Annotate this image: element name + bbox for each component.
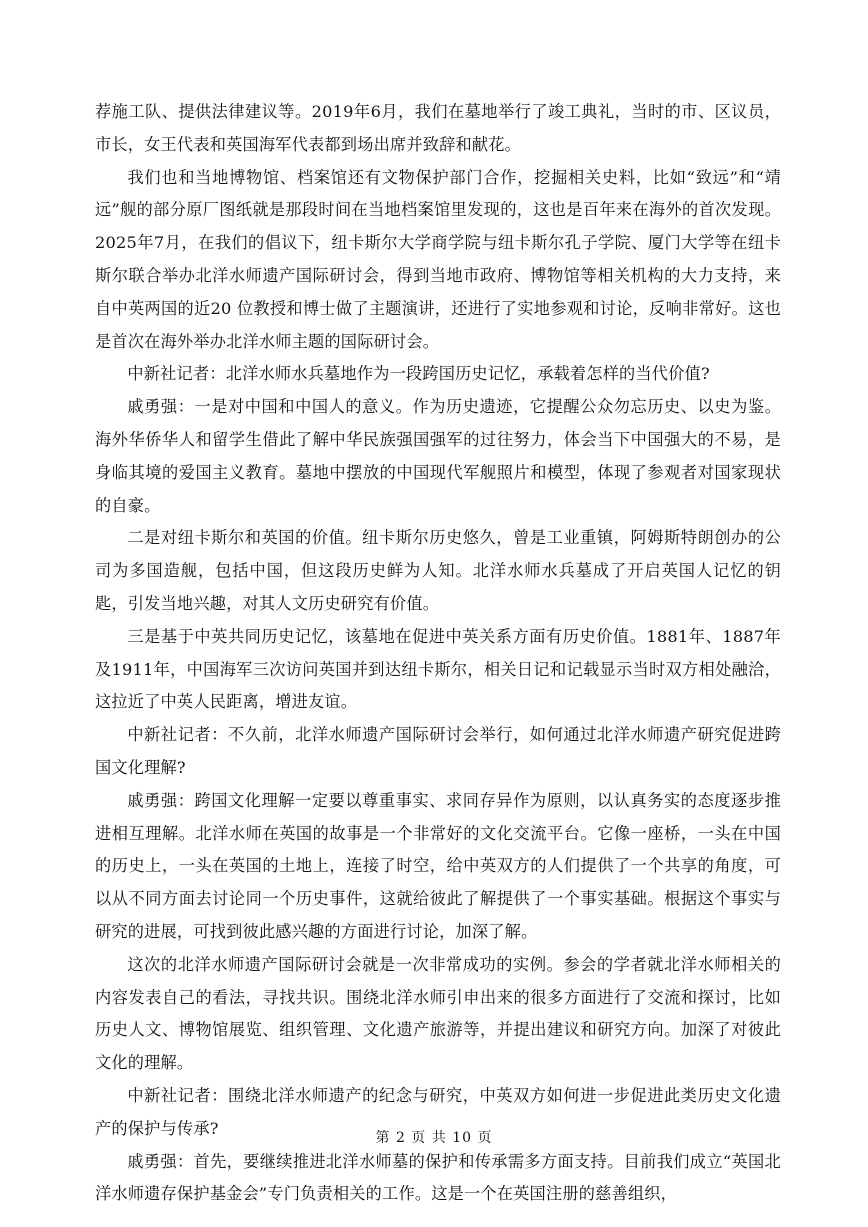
answer-3-part-1: 戚勇强：首先，要继续推进北洋水师墓的保护和传承需多方面支持。目前我们成立“英国北洋水师遗存保护基金会”专门负责相关的工作。这是一个在英国注册的慈善组织， — [95, 1151, 781, 1204]
answer-1-part-3: 三是基于中英共同历史记忆，该墓地在促进中英关系方面有历史价值。1881年、1887年及1911年，中国海军三次访问英国并到达纽卡斯尔，相关日记和记载显示当时双方相处融洽，这拉近了中英人民距离，增进友谊。 — [95, 626, 781, 712]
answer-1-part-2: 二是对纽卡斯尔和英国的价值。纽卡斯尔历史悠久，曾是工业重镇，阿姆斯特朗创办的公司为多国造舰，包括中国，但这段历史鲜为人知。北洋水师水兵墓成了开启英国人记忆的钥匙，引发当地兴趣，对其人文历史研究有价值。 — [95, 528, 781, 613]
question-2: 中新社记者：不久前，北洋水师遗产国际研讨会举行，如何通过北洋水师遗产研究促进跨国文化理解? — [95, 725, 781, 777]
paragraph-1: 荐施工队、提供法律建议等。2019年6月，我们在墓地举行了竣工典礼，当时的市、区议员，市长，女王代表和英国海军代表都到场出席并致辞和献花。 — [95, 102, 781, 154]
paragraph-2: 我们也和当地博物馆、档案馆还有文物保护部门合作，挖掘相关史料，比如“致远”和“靖远”舰的部分原厂图纸就是那段时间在当地档案馆里发现的，这也是百年来在海外的首次发现。2025年7月，在我们的倡议下，纽卡斯尔大学商学院与纽卡斯尔孔子学院、厦门大学等在纽卡斯尔联合举办北洋水师遗产国际研讨会，得到当地市政府、博物馆等相关机构的大力支持，来自中英两国的近20 位教授和博士做了主题演讲，还进行了实地参观和讨论，反响非常好。这也是首次在海外举办北洋水师主题的国际研讨会。 — [95, 167, 781, 351]
question-3: 中新社记者：围绕北洋水师遗产的纪念与研究，中英双方如何进一步促进此类历史文化遗产的保护与传承? — [95, 1085, 781, 1138]
page-number-footer: 第 2 页 共 10 页 — [375, 1130, 493, 1146]
document-body — [95, 96, 781, 1211]
answer-2-part-1: 戚勇强：跨国文化理解一定要以尊重事实、求同存异作为原则，以认真务实的态度逐步推进相互理解。北洋水师在英国的故事是一个非常好的文化交流平台。它像一座桥，一头在中国的历史上，一头在英国的土地上，连接了时空，给中英双方的人们提供了一个共享的角度，可以从不同方面去讨论同一个历史事件，这就给彼此了解提供了一个事实基础。根据这个事实与研究的进展，可找到彼此感兴趣的方面进行讨论，加深了解。 — [95, 790, 781, 941]
answer-2-part-2: 这次的北洋水师遗产国际研讨会就是一次非常成功的实例。参会的学者就北洋水师相关的内容发表自己的看法，寻找共识。围绕北洋水师引申出来的很多方面进行了交流和探讨，比如历史人文、博物馆展览、组织管理、文化遗产旅游等，并提出建议和研究方向。加深了对彼此文化的理解。 — [95, 954, 781, 1073]
question-1: 中新社记者：北洋水师水兵墓地作为一段跨国历史记忆，承载着怎样的当代价值? — [127, 364, 710, 384]
answer-1-part-1: 戚勇强：一是对中国和中国人的意义。作为历史遗迹，它提醒公众勿忘历史、以史为鉴。海外华侨华人和留学生借此了解中华民族强国强军的过往努力，体会当下中国强大的不易，是身临其境的爱国主义教育。墓地中摆放的中国现代军舰照片和模型，体现了参观者对国家现状的自豪。 — [95, 397, 781, 515]
